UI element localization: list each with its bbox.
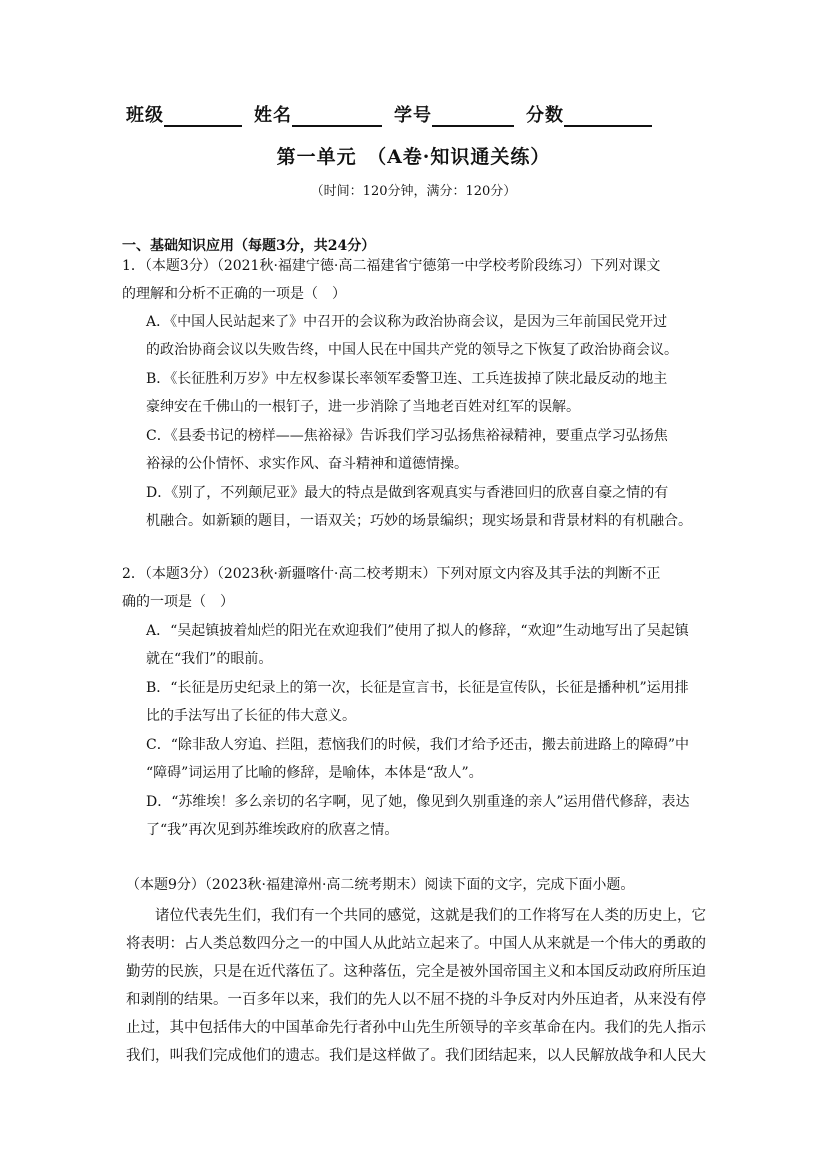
score-blank[interactable] (564, 107, 652, 127)
passage-line: 将表明：占人类总数四分之一的中国人从此站立起来了。中国人从来就是一个伟大的勇敢的 (126, 936, 706, 952)
q1-stem-line1: 1．（本题3分）（2021秋·福建宁德·高二福建省宁德第一中学校考阶段练习）下列对课文 (122, 258, 661, 274)
q3-stem: （本题9分）（2023秋·福建漳州·高二统考期末）阅读下面的文字，完成下面小题。 (126, 877, 635, 893)
exam-time-info: （时间：120分钟，满分：120分） (310, 184, 517, 199)
passage-line: 诸位代表先生们，我们有一个共同的感觉，这就是我们的工作将写在人类的历史上，它 (126, 908, 706, 924)
q1-option-b-line2: 豪绅安在千佛山的一根钉子，进一步消除了当地老百姓对红军的误解。 (146, 399, 580, 415)
score-label: 分数 (526, 105, 564, 126)
name-blank[interactable] (292, 107, 382, 127)
q1-option-a-line1: A．《中国人民站起来了》中召开的会议称为政治协商会议，是因为三年前国民党开过 (146, 314, 668, 330)
q2-option-b-line1: B．“长征是历史纪录上的第一次，长征是宣言书，长征是宣传队，长征是播种机”运用排 (146, 680, 689, 696)
q1-option-c-line1: C．《县委书记的榜样——焦裕禄》告诉我们学习弘扬焦裕禄精神，要重点学习弘扬焦 (146, 428, 668, 444)
passage-line: 和剥削的结果。一百多年以来，我们的先人以不屈不挠的斗争反对内外压迫者，从来没有停 (126, 992, 706, 1008)
student-info-header (126, 101, 664, 127)
q1-option-d-line2: 机融合。如新颖的题目，一语双关；巧妙的场景编织；现实场景和背景材料的有机融合。 (146, 513, 692, 529)
q1-option-c-line2: 裕禄的公仆情怀、求实作风、奋斗精神和道德情操。 (146, 456, 468, 472)
class-blank[interactable] (164, 107, 242, 127)
q2-stem-line1: 2．（本题3分）（2023秋·新疆喀什·高二校考期末）下列对原文内容及其手法的判断不正 (122, 566, 661, 582)
id-label: 学号 (394, 105, 432, 126)
q2-option-a-line1: A．“吴起镇披着灿烂的阳光在欢迎我们”使用了拟人的修辞，“欢迎”生动地写出了吴起镇 (146, 623, 689, 639)
class-label: 班级 (126, 105, 164, 126)
q1-option-a-line2: 的政治协商会议以失败告终，中国人民在中国共产党的领导之下恢复了政治协商会议。 (146, 342, 678, 358)
id-blank[interactable] (432, 107, 514, 127)
passage-line: 止过，其中包括伟大的中国革命先行者孙中山先生所领导的辛亥革命在内。我们的先人指示 (126, 1020, 706, 1036)
name-label: 姓名 (254, 105, 292, 126)
q1-option-b-line1: B．《长征胜利万岁》中左权参谋长率领军委警卫连、工兵连拔掉了陕北最反动的地主 (146, 371, 668, 387)
q1-option-d-line1: D．《别了，不列颠尼亚》最大的特点是做到客观真实与香港回归的欣喜自豪之情的有 (146, 485, 669, 501)
page-title: 第一单元 （A卷·知识通关练） (276, 146, 551, 168)
q2-option-a-line2: 就在“我们”的眼前。 (146, 651, 273, 667)
q2-option-b-line2: 比的手法写出了长征的伟大意义。 (146, 708, 356, 724)
q2-option-d-line1: D．“苏维埃！多么亲切的名字啊，见了她，像见到久别重逢的亲人”运用借代修辞，表达 (146, 794, 690, 810)
passage-line: 我们，叫我们完成他们的遗志。我们是这样做了。我们团结起来，以人民解放战争和人民大 (126, 1048, 706, 1064)
section-heading: 一、基础知识应用（每题3分，共24分） (122, 238, 376, 254)
q1-stem-line2: 的理解和分析不正确的一项是（ ） (122, 286, 346, 302)
q2-option-d-line2: 了“我”再次见到苏维埃政府的欣喜之情。 (146, 822, 399, 838)
q2-stem-line2: 确的一项是（ ） (122, 594, 234, 610)
q2-option-c-line1: C．“除非敌人穷追、拦阻，惹恼我们的时候，我们才给予还击，搬去前进路上的障碍”中 (146, 737, 690, 753)
passage-line: 勤劳的民族，只是在近代落伍了。这种落伍，完全是被外国帝国主义和本国反动政府所压迫 (126, 964, 706, 980)
q2-option-c-line2: “障碍”词运用了比喻的修辞，是喻体，本体是“敌人”。 (146, 765, 483, 781)
